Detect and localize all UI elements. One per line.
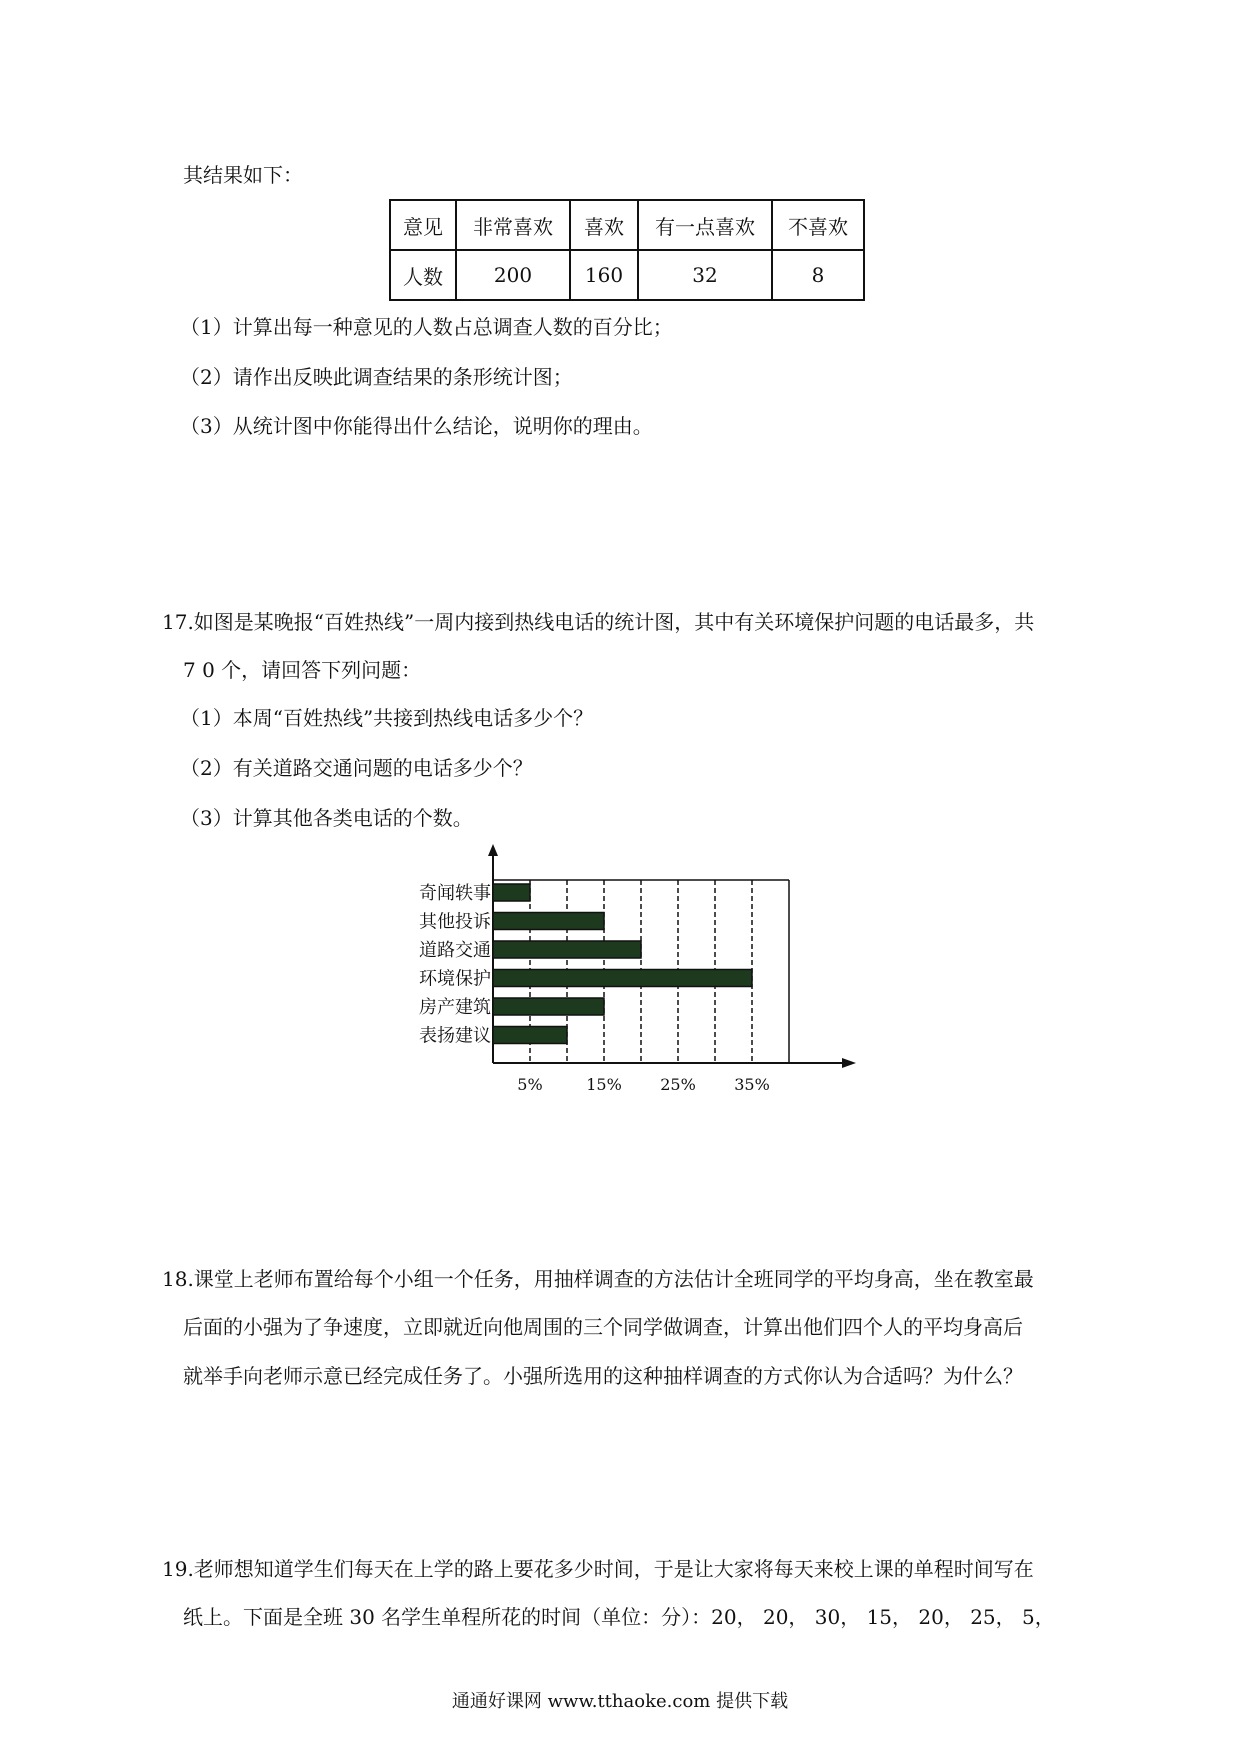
q18-line1: 18.课堂上老师布置给每个小组一个任务，用抽样调查的方法估计全班同学的平均身高，坐在教室最 <box>162 1267 1034 1291</box>
table-cell: 8 <box>772 250 864 300</box>
table-cell: 200 <box>456 250 570 300</box>
q16-sub1: （1）计算出每一种意见的人数占总调查人数的百分比； <box>180 315 673 339</box>
category-label: 表扬建议 <box>419 1025 491 1047</box>
bar <box>493 970 752 987</box>
q17-sub2: （2）有关道路交通问题的电话多少个？ <box>180 756 533 780</box>
table-cell: 160 <box>570 250 638 300</box>
table-cell: 意见 <box>390 200 456 250</box>
survey-results-table <box>389 199 865 301</box>
x-axis-arrow <box>842 1058 856 1068</box>
q16-sub3: （3）从统计图中你能得出什么结论，说明你的理由。 <box>180 414 653 438</box>
bar <box>493 941 641 958</box>
table-row <box>390 250 864 300</box>
category-label: 奇闻轶事 <box>419 883 491 904</box>
q18-line2: 后面的小强为了争速度，立即就近向他周围的三个同学做调查，计算出他们四个人的平均身高后 <box>183 1315 1023 1339</box>
category-label: 其他投诉 <box>419 911 491 933</box>
q18-line3: 就举手向老师示意已经完成任务了。小强所选用的这种抽样调查的方式你认为合适吗？为什么？ <box>183 1364 1023 1388</box>
table-cell: 有一点喜欢 <box>638 200 772 250</box>
x-tick-label: 25% <box>660 1075 696 1090</box>
table-cell: 喜欢 <box>570 200 638 250</box>
q17-sub3: （3）计算其他各类电话的个数。 <box>180 806 473 830</box>
q17-line1: 17.如图是某晚报“百姓热线”一周内接到热线电话的统计图，其中有关环境保护问题的电话最多，共 <box>162 610 1035 634</box>
table-cell: 不喜欢 <box>772 200 864 250</box>
bar <box>493 884 530 901</box>
category-label: 道路交通 <box>419 940 491 961</box>
category-label: 环境保护 <box>419 968 491 990</box>
category-label: 房产建筑 <box>419 997 491 1018</box>
footer-note: 通通好课网 www.tthaoke.com 提供下载 <box>451 1691 789 1712</box>
q17-sub1: （1）本周“百姓热线”共接到热线电话多少个？ <box>180 706 594 730</box>
q17-line2: 7 0 个，请回答下列问题： <box>183 658 422 682</box>
bar <box>493 998 604 1015</box>
x-tick-label: 15% <box>586 1075 622 1090</box>
table-cell: 32 <box>638 250 772 300</box>
hotline-bar-chart <box>390 840 860 1090</box>
bar <box>493 913 604 930</box>
table-cell: 人数 <box>390 250 456 300</box>
y-axis-arrow <box>488 844 498 856</box>
x-tick-label: 35% <box>734 1075 770 1090</box>
table-cell: 非常喜欢 <box>456 200 570 250</box>
bar <box>493 1027 567 1044</box>
table-header-row <box>390 200 864 250</box>
q19-line2: 纸上。下面是全班 30 名学生单程所花的时间（单位：分）：20， 20， 30， 15， 20， 25， 5， <box>183 1605 1055 1629</box>
q16-sub2: （2）请作出反映此调查结果的条形统计图； <box>180 365 573 389</box>
q19-line1: 19.老师想知道学生们每天在上学的路上要花多少时间，于是让大家将每天来校上课的单程时间写在 <box>162 1557 1034 1581</box>
x-tick-label: 5% <box>517 1075 543 1090</box>
q16-intro: 其结果如下： <box>183 163 303 187</box>
